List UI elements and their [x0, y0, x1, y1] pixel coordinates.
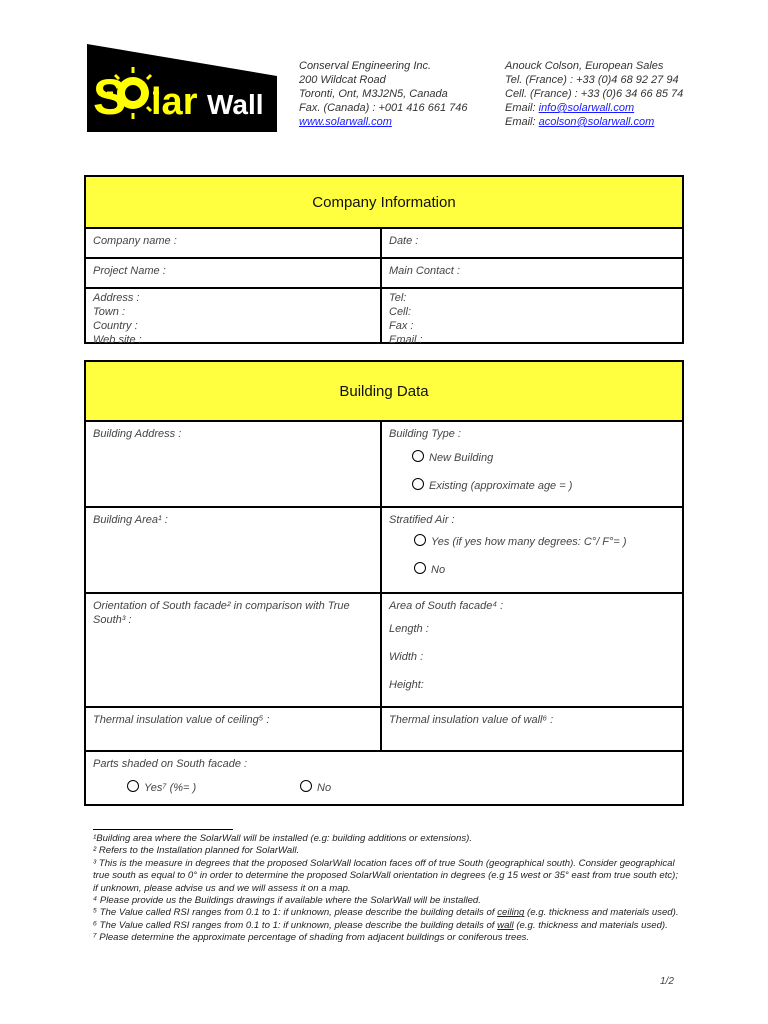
section-title: Building Data [86, 362, 682, 422]
height-field[interactable]: Height: [389, 679, 424, 691]
stratified-no-option[interactable]: No [414, 562, 445, 576]
table-row [86, 289, 682, 344]
email-label: Email: [505, 102, 536, 114]
footnotes [93, 833, 683, 945]
website-label: Web site : [93, 334, 142, 346]
page-number: 1/2 [660, 976, 674, 987]
company-address-block [299, 59, 467, 129]
contact-line: Cell. (France) : +33 (0)6 34 66 85 74 [505, 88, 684, 100]
email-label: Email: [505, 116, 536, 128]
shaded-yes-option[interactable]: Yes⁷ (%= ) [127, 780, 196, 794]
address-line: Conserval Engineering Inc. [299, 60, 432, 72]
length-field[interactable]: Length : [389, 623, 429, 635]
area-south-facade-field: Area of South facade⁴ : Length : Width : Height: [389, 600, 504, 691]
table-row [86, 708, 682, 752]
email-field-label: Email : [389, 334, 423, 346]
address-field[interactable] [86, 289, 382, 344]
svg-text:S: S [93, 69, 127, 125]
radio-icon[interactable] [414, 534, 426, 546]
svg-text:lar: lar [151, 81, 198, 123]
website-link[interactable]: www.solarwall.com [299, 116, 392, 128]
main-contact-field[interactable]: Main Contact : [389, 265, 460, 277]
building-type-field: Building Type : New Building Existing (approximate age = ) [389, 428, 573, 492]
stratified-air-field: Stratified Air : Yes (if yes how many degrees: C°/ F°= ) No [389, 514, 627, 576]
footnote-7: ⁷ Please determine the approximate percentage of shading from adjacent buildings or coniferous trees. [93, 932, 530, 944]
contact-details-field[interactable] [382, 289, 682, 344]
insulation-wall-field[interactable]: Thermal insulation value of wall⁶ : [389, 714, 554, 726]
radio-icon[interactable] [300, 780, 312, 792]
address-label: Address : [93, 292, 140, 304]
building-area-field[interactable]: Building Area¹ : [86, 508, 382, 592]
orientation-field[interactable]: Orientation of South facade² in comparison with True South³ : [86, 594, 382, 706]
table-row [86, 229, 682, 259]
radio-icon[interactable] [412, 478, 424, 490]
parts-shaded-field: Parts shaded on South facade : Yes⁷ (%= ) No [93, 758, 332, 794]
address-line: 200 Wildcat Road [299, 74, 386, 86]
footnote-6: ⁶ The Value called RSI ranges from 0.1 to 1: if unknown, please describe the building details of wall (e.g. thickness and materials used). [93, 919, 668, 931]
contact-line: Tel. (France) : +33 (0)4 68 92 27 94 [505, 74, 679, 86]
project-name-field[interactable]: Project Name : [86, 259, 382, 287]
radio-icon[interactable] [127, 780, 139, 792]
footnote-3-cont: if unknown, please advise us and we will assess it on a map. [93, 882, 351, 894]
table-row [86, 594, 682, 708]
town-label: Town : [93, 306, 126, 318]
radio-icon[interactable] [412, 450, 424, 462]
svg-text:Wall: Wall [207, 89, 264, 120]
solarwall-logo [87, 44, 277, 132]
footnote-4: ⁴ Please provide us the Buildings drawings if available where the SolarWall will be installed. [93, 895, 481, 907]
building-data-table [84, 360, 684, 806]
table-row [86, 752, 682, 810]
country-label: Country : [93, 320, 138, 332]
stratified-yes-option[interactable]: Yes (if yes how many degrees: C°/ F°= ) [414, 534, 627, 548]
company-information-table [84, 175, 684, 344]
insulation-ceiling-field[interactable]: Thermal insulation value of ceiling⁵ : [86, 708, 382, 750]
address-line: Fax. (Canada) : +001 416 661 746 [299, 102, 468, 114]
width-field[interactable]: Width : [389, 651, 424, 663]
email-link-info[interactable]: info@solarwall.com [538, 102, 635, 114]
footnote-1: ¹Building area where the SolarWall will be installed (e.g: building additions or extensions). [93, 833, 472, 844]
sales-contact-block [505, 59, 683, 129]
address-line: Toronti, Ont, M3J2N5, Canada [299, 88, 448, 100]
new-building-option[interactable]: New Building [412, 450, 493, 464]
shaded-no-option[interactable]: No [300, 780, 331, 794]
footnote-5: ⁵ The Value called RSI ranges from 0.1 to 1: if unknown, please describe the building details of ceiling (e.g. thickness and materials used). [93, 907, 679, 919]
footnote-2: ² Refers to the Installation planned for SolarWall. [93, 845, 300, 857]
table-row [86, 422, 682, 508]
building-address-field[interactable]: Building Address : [86, 422, 382, 506]
tel-label: Tel: [389, 292, 407, 304]
footnote-3: ³ This is the measure in degrees that the proposed SolarWall location faces off of true South (geographical south). Consider geographical [93, 857, 675, 869]
cell-label: Cell: [389, 306, 412, 318]
company-name-field[interactable]: Company name : [86, 229, 382, 257]
date-field[interactable]: Date : [389, 235, 419, 247]
fax-label: Fax : [389, 320, 414, 332]
table-row [86, 508, 682, 594]
section-title: Company Information [86, 177, 682, 229]
email-link-acolson[interactable]: acolson@solarwall.com [538, 116, 655, 128]
radio-icon[interactable] [414, 562, 426, 574]
footnote-divider [93, 829, 233, 830]
contact-line: Anouck Colson, European Sales [505, 60, 664, 72]
existing-building-option[interactable]: Existing (approximate age = ) [412, 478, 572, 492]
table-row [86, 259, 682, 289]
footnote-3-cont: true south as equal to 0° in order to determine the proposed SolarWall orientation in degrees (e.g 15 west or 35° east from true south etc); [93, 870, 679, 882]
